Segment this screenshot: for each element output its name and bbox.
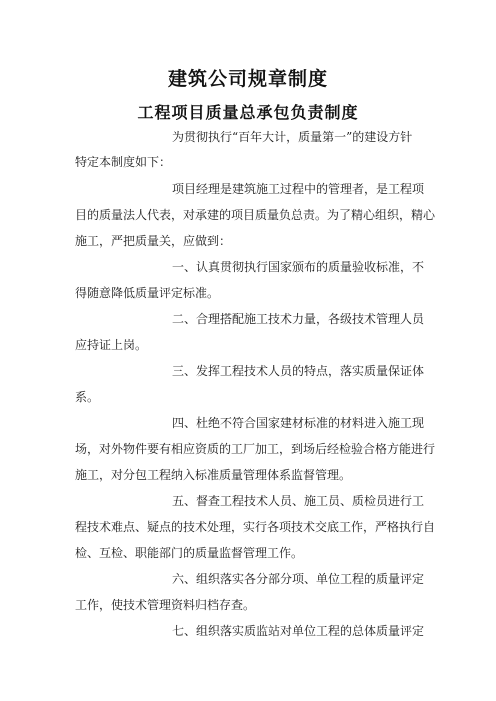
paragraph-line: 三、发挥工程技术人员的特点，落实质量保证体 bbox=[172, 364, 425, 378]
paragraph-line: 六、组织落实各分部分项、单位工程的质量评定 bbox=[172, 572, 425, 586]
paragraph-line: 目的质量法人代表，对承建的项目质量负总责。为了精心组织，精心 bbox=[75, 208, 436, 222]
paragraph-line: 施工，严把质量关，应做到： bbox=[75, 234, 232, 248]
paragraph-line: 七、组织落实质监站对单位工程的总体质量评定 bbox=[172, 624, 425, 638]
paragraph-line: 二、合理搭配施工技术力量，各级技术管理人员 bbox=[172, 312, 425, 326]
paragraph-line: 四、杜绝不符合国家建材标准的材料进入施工现 bbox=[172, 416, 425, 430]
document-title: 建筑公司规章制度 bbox=[167, 68, 328, 90]
paragraph-line: 一、认真贯彻执行国家颁布的质量验收标准，不 bbox=[172, 260, 425, 274]
document-subtitle: 工程项目质量总承包负责制度 bbox=[137, 103, 359, 122]
paragraph-line: 五、督查工程技术人员、施工员、质检员进行工 bbox=[172, 494, 425, 508]
paragraph-line: 检、互检、职能部门的质量监督管理工作。 bbox=[75, 546, 304, 560]
paragraph-line: 应持证上岗。 bbox=[75, 338, 148, 352]
paragraph-line: 特定本制度如下： bbox=[75, 155, 172, 169]
paragraph-line: 工作，使技术管理资料归档存查。 bbox=[75, 598, 256, 612]
paragraph-line: 得随意降低质量评定标准。 bbox=[75, 286, 220, 300]
paragraph-line: 施工，对分包工程纳入标准质量管理体系监督管理。 bbox=[75, 468, 352, 482]
paragraph-line: 为贯彻执行“百年大计，质量第一”的建设方针 bbox=[172, 130, 413, 144]
paragraph-line: 项目经理是建筑施工过程中的管理者，是工程项 bbox=[172, 182, 425, 196]
paragraph-line: 场，对外物件要有相应资质的工厂加工，到场后经检验合格方能进行 bbox=[75, 442, 436, 456]
paragraph-line: 系。 bbox=[75, 390, 100, 404]
paragraph-line: 程技术难点、疑点的技术处理，实行各项技术交底工作，严格执行自 bbox=[75, 520, 436, 534]
